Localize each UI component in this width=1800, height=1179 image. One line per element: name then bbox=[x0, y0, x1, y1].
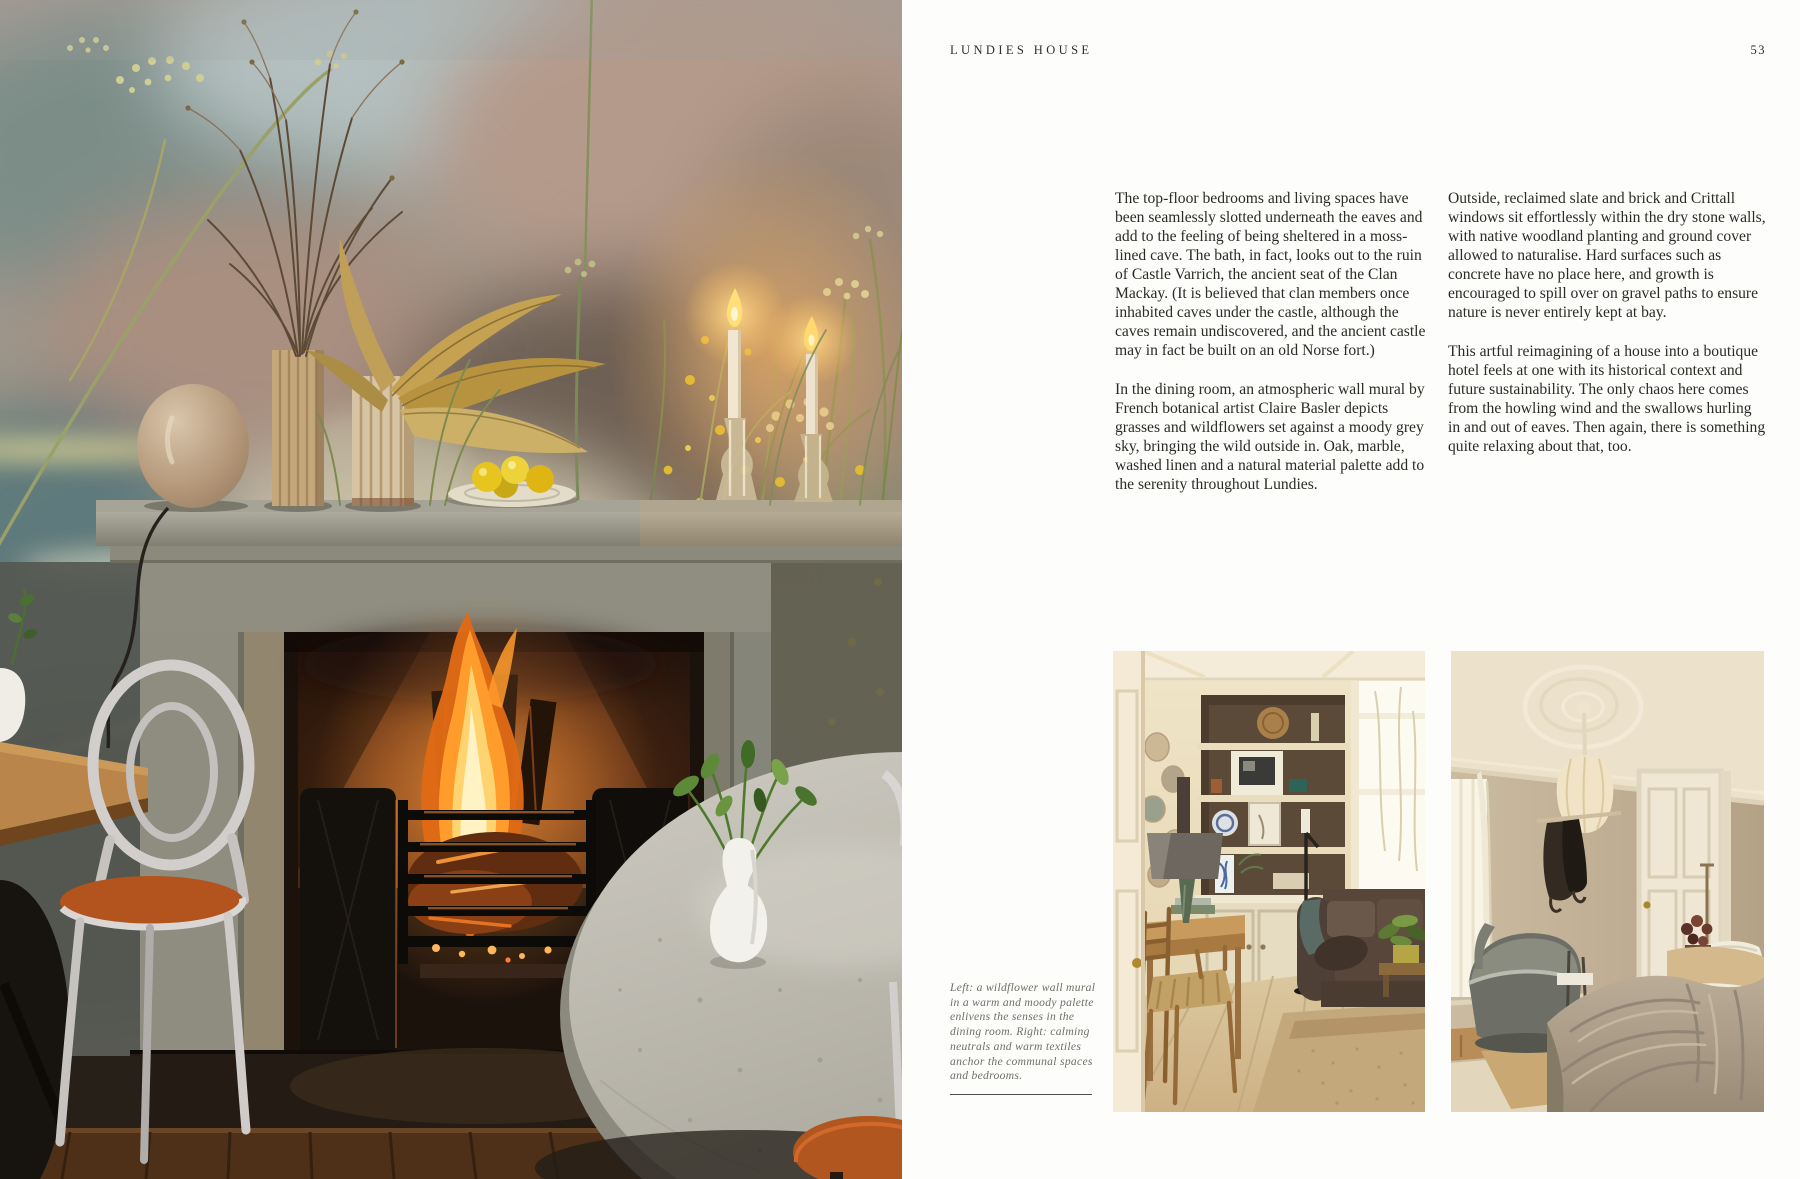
living-room-photo bbox=[1113, 651, 1425, 1112]
paragraph: In the dining room, an atmospheric wall mural by French botanical artist Claire Basler depicts grasses and wildflowers set against a moody grey sky, bringing the wild outside in. Oak, marble, washed linen and a natural material palette add to the serenity throughout Lundies. bbox=[1115, 381, 1425, 493]
running-head: LUNDIES HOUSE bbox=[950, 43, 1093, 57]
caption-rule bbox=[950, 1094, 1092, 1095]
text-column-2 bbox=[1448, 189, 1766, 476]
paragraph: This artful reimagining of a house into a boutique hotel feels at one with its historical context and future sustainability. The only chaos here comes from the howling wind and the swallows hurling in and out of eaves. Then again, there is something quite relaxing about that, too. bbox=[1448, 343, 1766, 455]
text-column-1 bbox=[1115, 189, 1433, 514]
page-number: 53 bbox=[1750, 43, 1766, 57]
paragraph: The top-floor bedrooms and living spaces have been seamlessly slotted underneath the eaves and add to the feeling of being sheltered in a moss-lined cave. The bath, in fact, looks out to the ruin of Castle Varrich, the ancient seat of the Clan Mackay. (It is believed that clan members once inhabited caves under the castle, although the caves remain undiscovered, and the ancient castle may in fact be built on an old Norse fort.) bbox=[1115, 190, 1426, 359]
caption-text: Left: a wildflower wall mural in a warm and moody palette enlivens the senses in the dining room. Right: calming neutrals and warm textiles anchor the communal spaces and bedrooms. bbox=[950, 981, 1096, 1083]
bedroom-photo bbox=[1451, 651, 1764, 1112]
photo-caption bbox=[950, 981, 1108, 1095]
paragraph: Outside, reclaimed slate and brick and Crittall windows sit effortlessly within the dry stone walls, with native woodland planting and ground cover allowed to naturalise. Hard surfaces such as concrete have no place here, and growth is encouraged to spill over on gravel paths to ensure nature is never entirely kept at bay. bbox=[1448, 190, 1766, 321]
